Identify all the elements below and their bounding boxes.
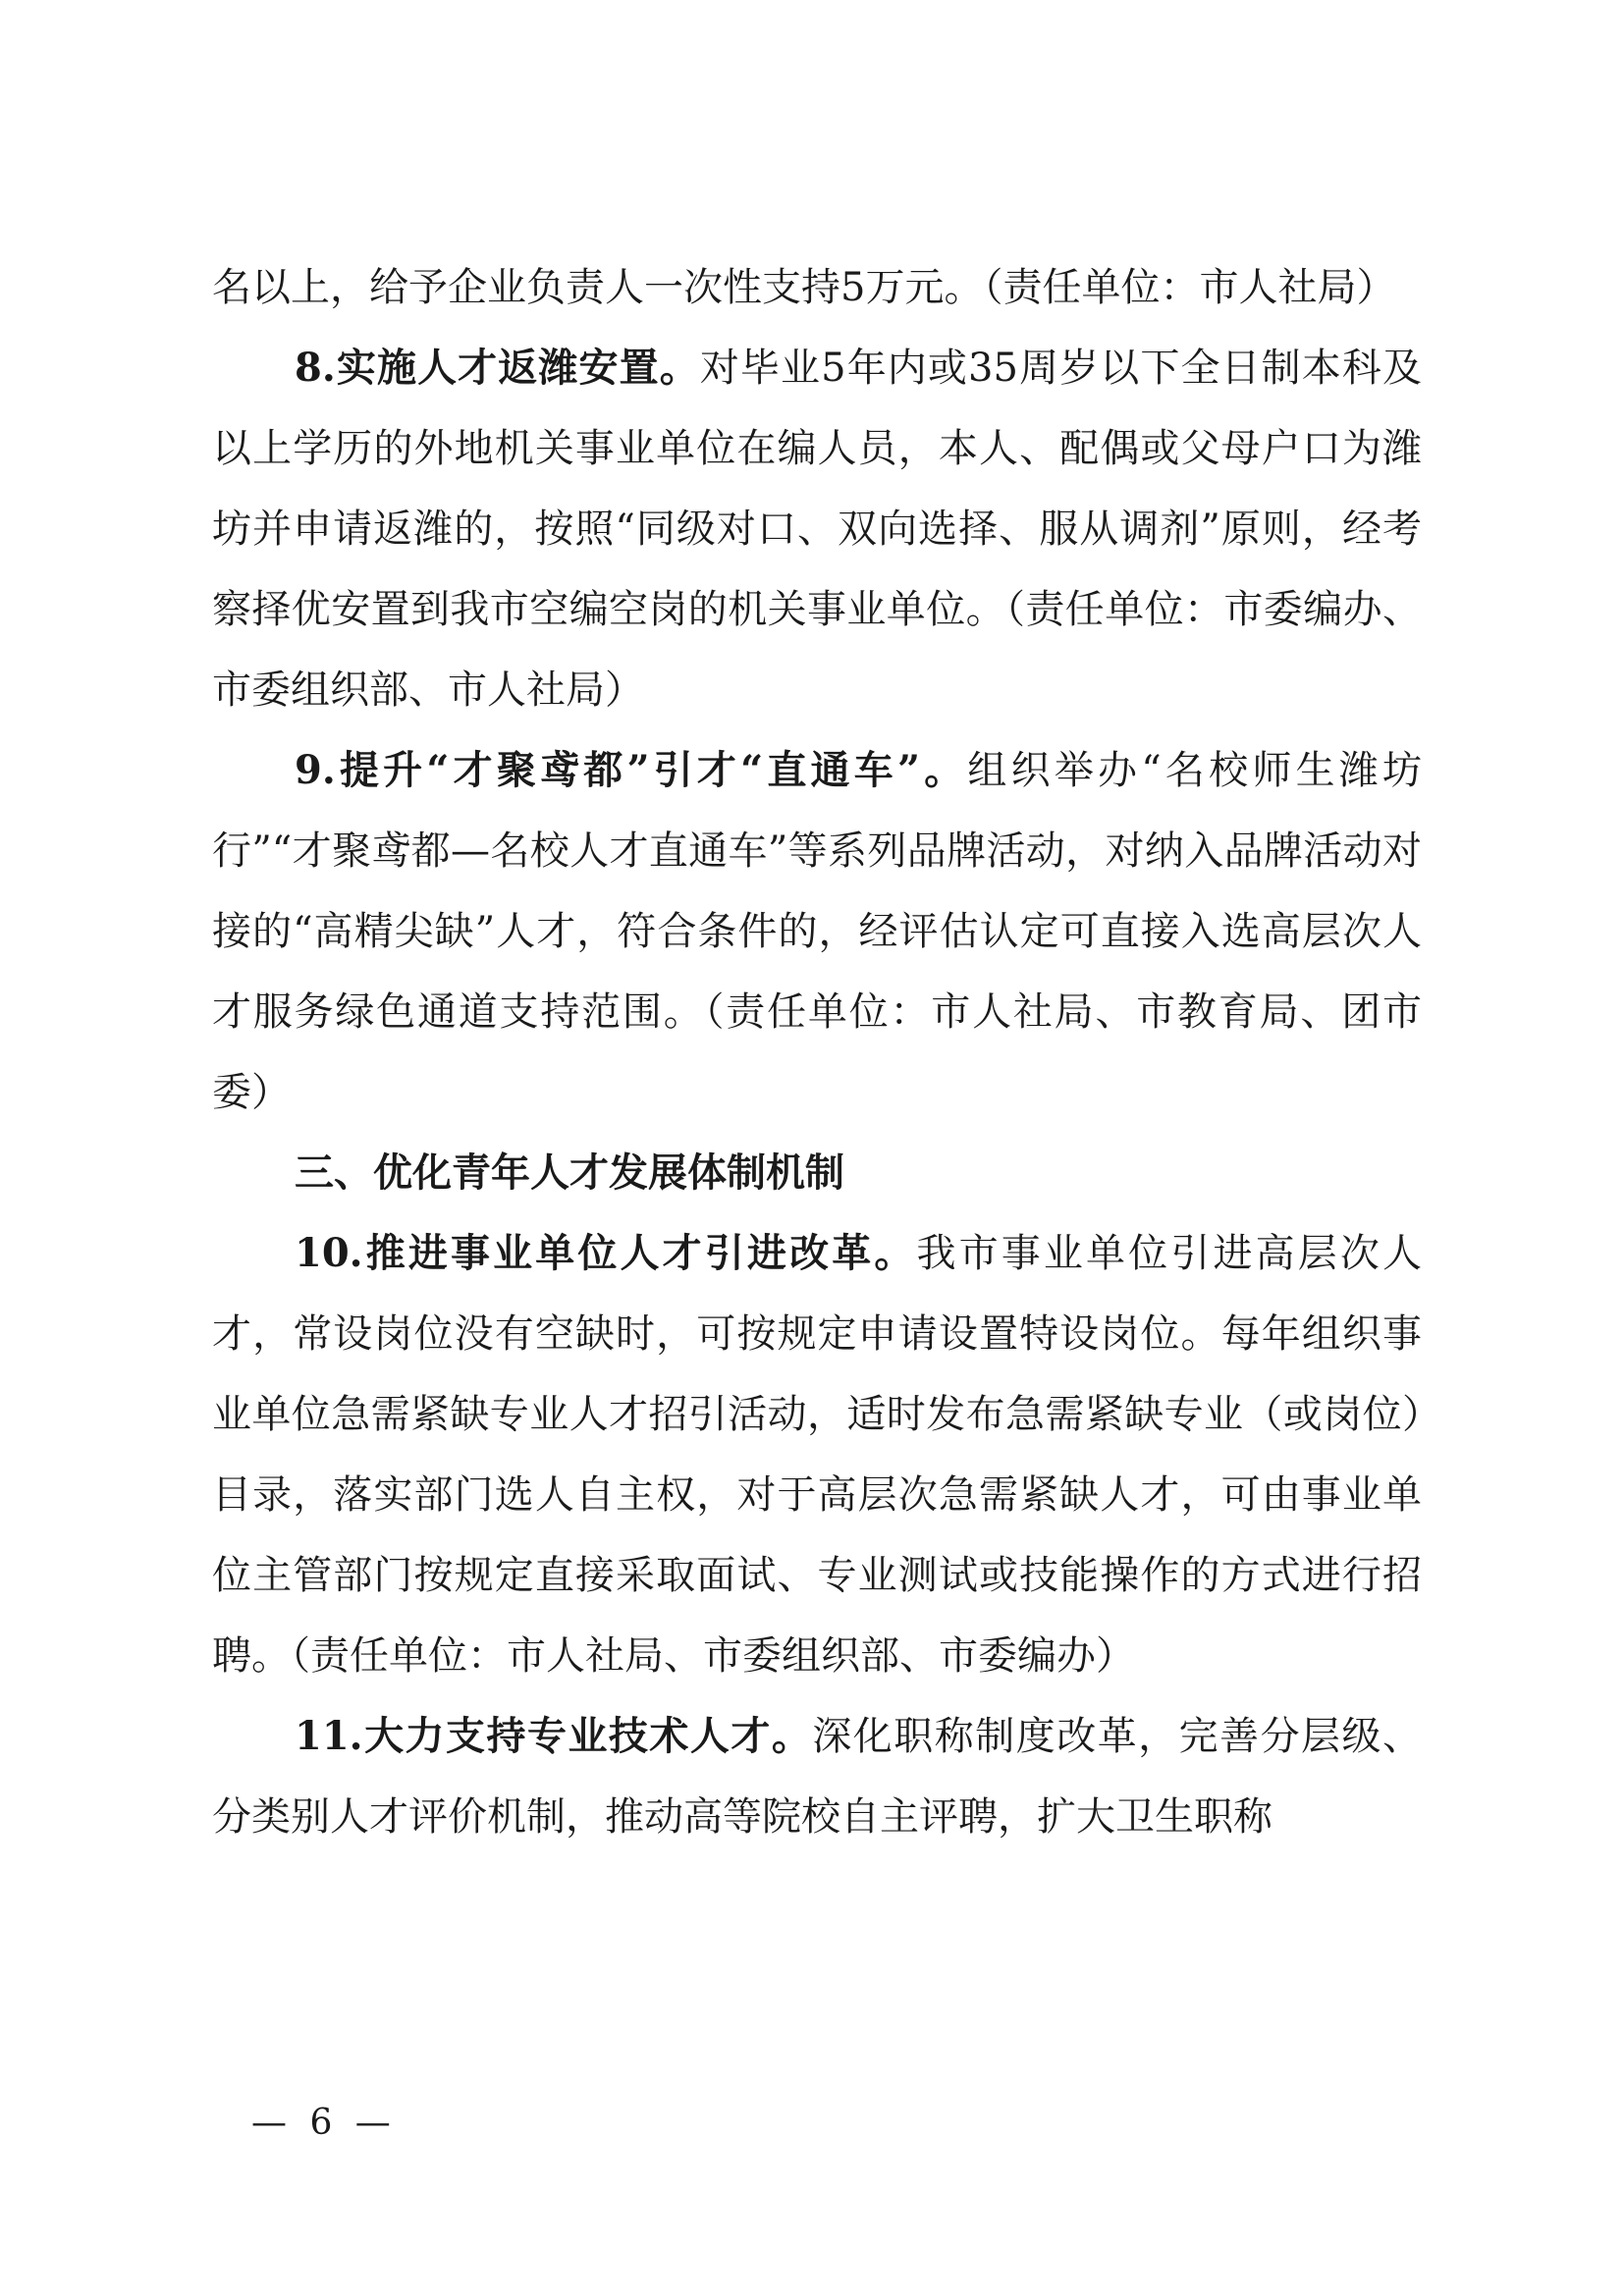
section-heading: 三、优化青年人才发展体制机制	[295, 1150, 844, 1196]
item-9-text: 组织举办“名校师生潍坊行”“才聚鸢都—名校人才直通车”等系列品牌活动，对纳入品牌活动对接的“高精尖缺”人才，符合条件的，经评估认定可直接入选高层次人才服务绿色通道支持范围。（责任单位：市人社局、市教育局、团市委）	[212, 748, 1423, 1115]
paragraph-item-11	[212, 1696, 1422, 1857]
item-11-title: 11.大力支持专业技术人才。	[295, 1713, 813, 1759]
paragraph-text: 名以上，给予企业负责人一次性支持5万元。（责任单位：市人社局）	[212, 265, 1396, 310]
item-11-text: 深化职称制度改革，完善分层级、分类别人才评价机制，推动高等院校自主评聘，扩大卫生职称	[212, 1714, 1423, 1840]
item-8-title: 8.实施人才返潍安置。	[295, 345, 700, 391]
paragraph-item-9	[212, 730, 1422, 1133]
paragraph-item-10	[212, 1213, 1422, 1696]
item-9-title: 9.提升“才聚鸢都”引才“直通车”。	[295, 747, 968, 793]
document-body	[212, 247, 1422, 1857]
paragraph-item-8	[212, 328, 1422, 730]
item-10-text: 我市事业单位引进高层次人才，常设岗位没有空缺时，可按规定申请设置特设岗位。每年组织事业单位急需紧缺专业人才招引活动，适时发布急需紧缺专业（或岗位）目录，落实部门选人自主权，对于高层次急需紧缺人才，可由事业单位主管部门按规定直接采取面试、专业测试或技能操作的方式进行招聘。（责任单位：市人社局、市委组织部、市委编办）	[212, 1231, 1422, 1679]
item-8-text: 对毕业5年内或35周岁以下全日制本科及以上学历的外地机关事业单位在编人员，本人、配偶或父母户口为潍坊并申请返潍的，按照“同级对口、双向选择、服从调剂”原则，经考察择优安置到我市空编空岗的机关事业单位。（责任单位：市委编办、市委组织部、市人社局）	[212, 346, 1422, 713]
item-10-title: 10.推进事业单位人才引进改革。	[295, 1230, 917, 1276]
paragraph-continuation	[212, 247, 1422, 328]
page-number: — 6 —	[251, 2103, 397, 2143]
